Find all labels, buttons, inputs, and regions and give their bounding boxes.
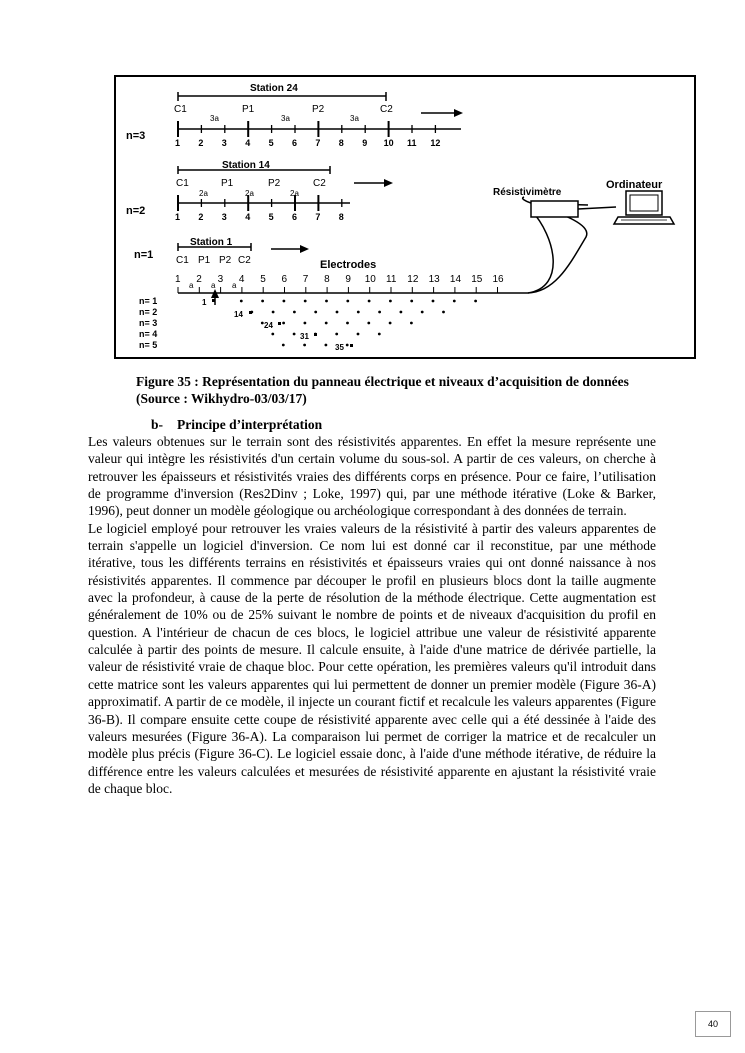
ordinateur-label: Ordinateur [606, 179, 663, 191]
number-6: 6 [292, 138, 298, 148]
point-14: 14 [234, 310, 243, 319]
point-1: 1 [202, 298, 207, 307]
n2-c2: C2 [313, 178, 326, 189]
dot-n4-1 [271, 333, 274, 336]
dot-n1-2 [261, 300, 264, 303]
row-n1-label: n=1 [134, 249, 154, 261]
point-24: 24 [264, 321, 273, 330]
dot-n2-3 [293, 311, 296, 314]
station-24-label: Station 24 [250, 83, 298, 94]
n2-spacing-1: 2a [199, 189, 208, 198]
dot-n1-12 [474, 300, 477, 303]
electrode-numbers [175, 274, 504, 285]
n3-numbers [175, 138, 440, 148]
dot-n5-1 [282, 344, 285, 347]
level-n3: n= 3 [139, 318, 158, 328]
electrode-number-10: 10 [364, 274, 376, 285]
n3-electrode-labels [174, 104, 393, 123]
dot-n5-4 [346, 344, 349, 347]
number-4: 4 [245, 138, 251, 148]
dot-n1-9 [410, 300, 413, 303]
number-7: 7 [315, 212, 321, 222]
n1-spacing-3: a [232, 281, 237, 290]
number-5: 5 [268, 138, 274, 148]
number-4: 4 [245, 212, 251, 222]
dot-n2-7 [378, 311, 381, 314]
number-7: 7 [315, 138, 321, 148]
up-arrow-icon [211, 289, 219, 305]
number-12: 12 [430, 138, 441, 148]
number-5: 5 [268, 212, 274, 222]
level-n4: n= 4 [139, 329, 158, 339]
number-3: 3 [221, 138, 227, 148]
n2-p1: P1 [221, 178, 234, 189]
n1-arrow-icon [300, 245, 309, 253]
n3-p1: P1 [242, 104, 255, 115]
laptop-icon [614, 191, 674, 224]
n1-c2: C2 [238, 255, 251, 266]
dot-n1-7 [368, 300, 371, 303]
figure-drawing [116, 77, 694, 357]
dot-n3-2 [282, 322, 285, 325]
level-labels [139, 296, 157, 350]
electrode-number-8: 8 [324, 274, 330, 285]
dot-n3-3 [304, 322, 307, 325]
body-text [88, 433, 656, 797]
dot-n2-6 [357, 311, 360, 314]
n2-c1: C1 [176, 178, 189, 189]
point-number-labels [202, 298, 344, 352]
number-1: 1 [175, 212, 181, 222]
dot-n2-4 [314, 311, 317, 314]
paragraph-2: Le logiciel employé pour retrouver les vraies valeurs de la résistivité à partir des valeurs apparentes de terrain s'appelle un logiciel d'inversion. Ce nom lui est donné car il reconstitue, par une méthode itérative, tous les différents terrains en résistivités et épaisseurs vraies qui ont donné naissance à nos résistivités apparentes. Il commence par découper le profil en plusieurs blocs dont la taille augmente avec la profondeur, à cause de la perte de résolution de la méthode électrique. Cette augmentation est généralement de 10% ou de 25% suivant le nombre de points et de niveaux d'acquisition du profil en question. A l'intérieur de chacun de ces blocs, le logiciel attribue une valeur de résistivité apparente calculée à partir des points de mesure. Il calcule ensuite, à l'aide d'une matrice de dérivée partielle, la valeur de résistivité vraie de chaque bloc. Pour cette opération, les premières valeurs qu'il introduit dans cette matrice sont les valeurs apparentes qui lui permettent de donner un premier modèle (Figure 36-A) approximatif. A partir de ce modèle, il injecte un courant fictif et recalcule les valeurs apparentes (Figure 36-B). Il compare ensuite cette coupe de résistivité apparente avec celle qui a été dessinée à l'aide des valeurs mesurées (Figure 36-A). La comparaison lui permet de corriger la matrice et de recalculer un modèle plus précis (Figure 36-C). Le logiciel essaie donc, à l'aide d'une méthode itérative, de réduire la différence entre les valeurs calculées et mesurées de résistivité apparente en ajustant la résistivité vraie de chaque bloc. [88, 520, 656, 796]
caption-line-1: Figure 35 : Représentation du panneau électrique et niveaux d’acquisition de données [136, 374, 629, 389]
number-10: 10 [383, 138, 394, 148]
dot-n3-5 [346, 322, 349, 325]
number-2: 2 [198, 212, 204, 222]
number-1: 1 [175, 138, 181, 148]
measurement-points [240, 300, 477, 347]
n3-spacing-2: 3a [281, 114, 290, 123]
electrode-number-13: 13 [428, 274, 440, 285]
section-number: b- [151, 417, 164, 432]
n3-p2: P2 [312, 104, 325, 115]
electrode-number-12: 12 [407, 274, 419, 285]
n1-electrode-labels [176, 255, 251, 266]
station-1-label: Station 1 [190, 237, 233, 248]
point-31: 31 [300, 332, 309, 341]
dot-n4-6 [378, 333, 381, 336]
n1-p2: P2 [219, 255, 232, 266]
level-n5: n= 5 [139, 340, 158, 350]
dot-n1-8 [389, 300, 392, 303]
n2-arrow-icon [384, 179, 393, 187]
n1-c1: C1 [176, 255, 189, 266]
number-2: 2 [198, 138, 204, 148]
station-14-label: Station 14 [222, 160, 270, 171]
n3-spacing-1: 3a [210, 114, 219, 123]
section-title: Principe d’interprétation [177, 417, 323, 432]
dot-n1-11 [453, 300, 456, 303]
n1-spacing-1: a [189, 281, 194, 290]
n3-arrow-icon [454, 109, 463, 117]
number-6: 6 [292, 212, 298, 222]
figure-caption [136, 373, 706, 407]
n2-spacing-3: 2a [290, 189, 299, 198]
dot-n1-5 [325, 300, 328, 303]
caption-line-2: (Source : Wikhydro-03/03/17) [136, 391, 307, 406]
n2-numbers [175, 212, 344, 222]
n2-p2: P2 [268, 178, 281, 189]
dot-n1-4 [304, 300, 307, 303]
dot-n3-4 [325, 322, 328, 325]
row-n2-label: n=2 [126, 205, 146, 217]
n3-c1: C1 [174, 104, 187, 115]
n3-spacing-3: 3a [350, 114, 359, 123]
dot-n4-4 [335, 333, 338, 336]
dot-n1-10 [432, 300, 435, 303]
dot-n2-9 [421, 311, 424, 314]
n1-p1: P1 [198, 255, 211, 266]
electrode-number-9: 9 [345, 274, 351, 285]
paragraph-1: Les valeurs obtenues sur le terrain sont des résistivités apparentes. En effet la mesure représente une valeur qui intègre les résistivités d'un certain volume du sous-sol. A partir de ces valeurs, on cherche à retrouver les épaisseurs et résistivités vraies des différents corps en présence. Pour ce faire, l’utilisation de programme d'inversion (Res2Dinv ; Loke, 1997) qui, par une méthode itérative (Loke & Barker, 1996), peut donner un modèle géologique ou archéologique correspondant à des données de terrain. [88, 434, 656, 519]
n3-c2: C2 [380, 104, 393, 115]
electrode-number-2: 2 [196, 274, 202, 285]
dot-n5-2 [303, 344, 306, 347]
section-heading [151, 417, 322, 433]
dot-n3-7 [389, 322, 392, 325]
resistivimetre-label: Résistivimètre [493, 187, 562, 198]
electrodes-label: Electrodes [320, 259, 377, 271]
dot-n2-8 [400, 311, 403, 314]
dot-n2-2 [272, 311, 275, 314]
number-11: 11 [407, 138, 417, 148]
number-8: 8 [338, 138, 344, 148]
electrode-number-15: 15 [471, 274, 483, 285]
electrode-number-5: 5 [260, 274, 266, 285]
electrode-number-14: 14 [449, 274, 462, 285]
electrode-number-11: 11 [386, 274, 397, 285]
page-number: 40 [695, 1011, 731, 1037]
electrode-number-6: 6 [281, 274, 288, 285]
n2-electrode-labels [176, 178, 326, 198]
resistivimetre-icon [531, 201, 578, 217]
level-n1: n= 1 [139, 296, 158, 306]
dot-n4-2 [293, 333, 296, 336]
electrode-number-7: 7 [302, 274, 309, 285]
electrode-number-1: 1 [175, 274, 181, 285]
electrode-number-16: 16 [492, 274, 504, 285]
electrode-ticks [178, 287, 498, 293]
number-8: 8 [338, 212, 344, 222]
dot-n1-3 [283, 300, 286, 303]
n1-spacing-2: a [211, 281, 216, 290]
dot-n3-6 [367, 322, 370, 325]
number-9: 9 [362, 138, 368, 148]
dot-n4-5 [357, 333, 360, 336]
dot-n2-10 [442, 311, 445, 314]
number-3: 3 [221, 212, 227, 222]
point-35: 35 [335, 343, 344, 352]
level-n2: n= 2 [139, 307, 158, 317]
dot-n1-6 [346, 300, 349, 303]
n2-spacing-2: 2a [245, 189, 254, 198]
dot-n2-5 [336, 311, 339, 314]
dot-n1-1 [240, 300, 243, 303]
dot-n5-3 [325, 344, 328, 347]
row-n3-label: n=3 [126, 130, 146, 142]
electrode-number-3: 3 [217, 274, 224, 285]
electrical-panel-figure [114, 75, 696, 359]
dot-n3-8 [410, 322, 413, 325]
electrode-number-4: 4 [238, 274, 245, 285]
